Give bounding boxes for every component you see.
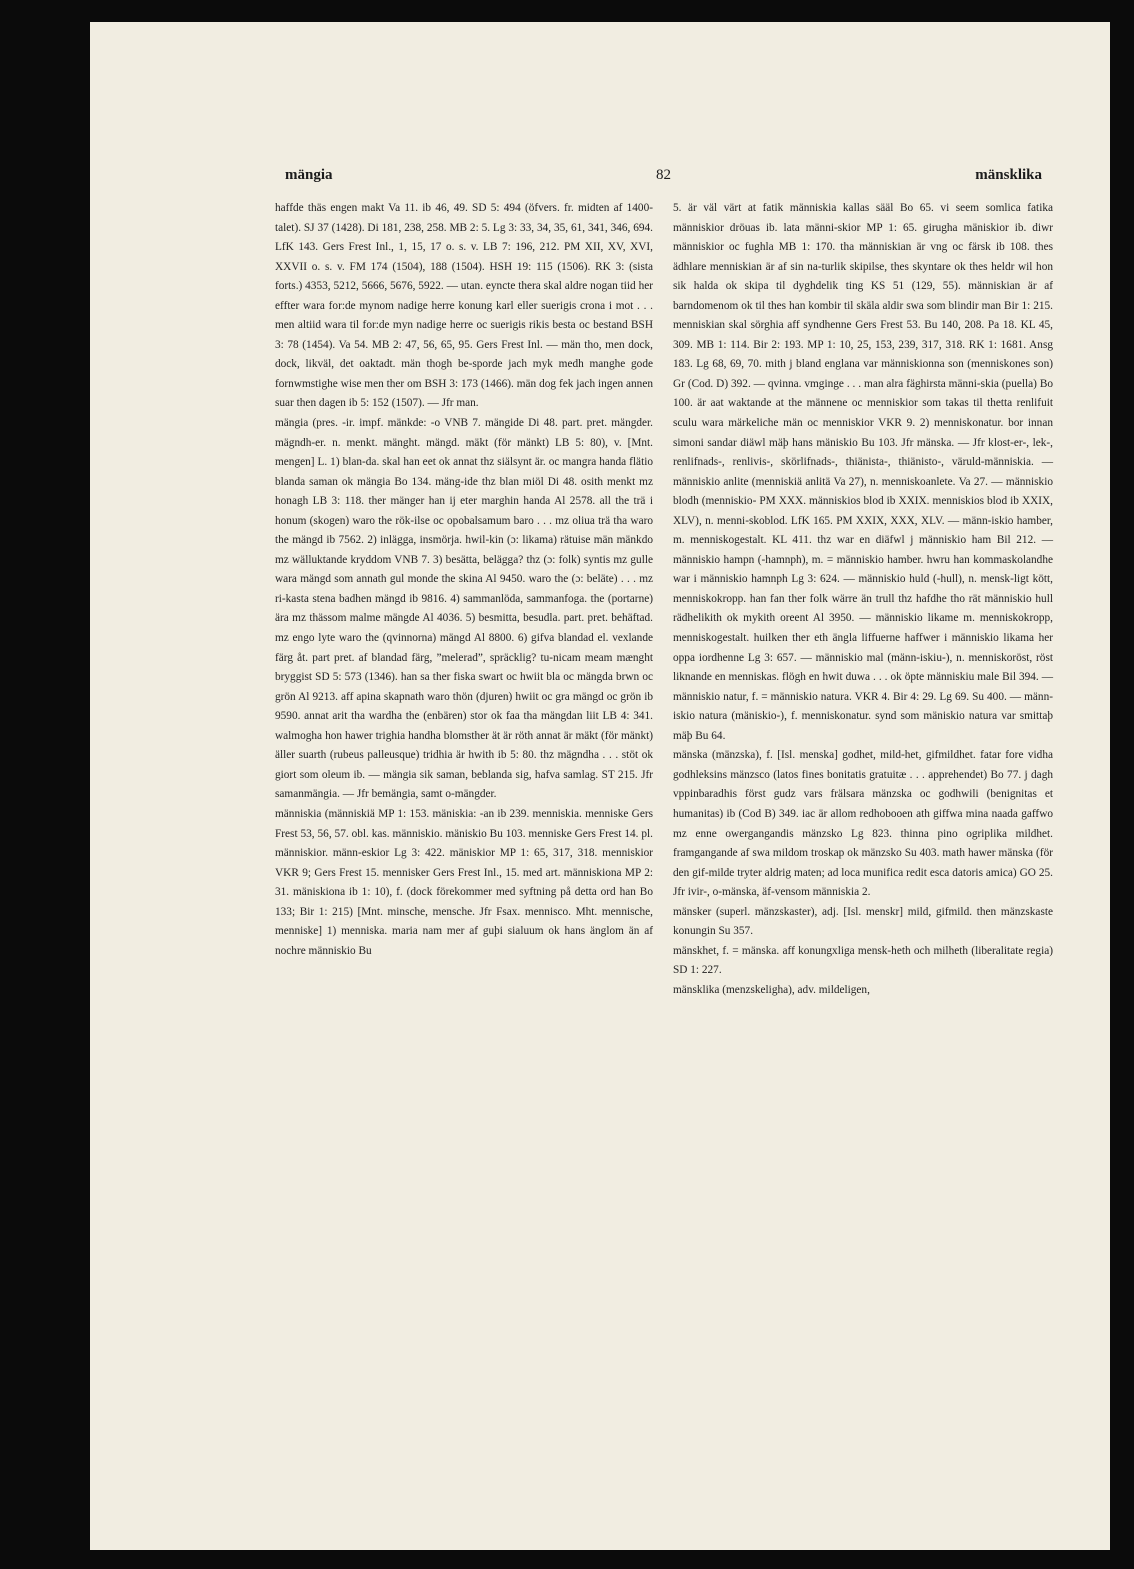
entry-mangia: mängia (pres. -ir. impf. mänkde: -o VNB 7. mängide Di 48. part. pret. mängder. mägndh-er. n. menkt. mänght. mängd. mäkt (för mänkt) LB 5: 80), v. [Mnt. mengen] L. 1) blan-da. skal han eet ok annat thz siälsynt är. oc mangra handa flätio blanda saman ok mängia Bo 134. mäng-ide thz blan miöl Di 48. osith menkt mz honagh LB 3: 118. ther mänger han ij eter marghin handa Al 2578. all the trä i honum (skogen) waro the rök-ilse oc opobalsamum baro . . . mz oliua trä tha waro the mängd ib 7562. 2) inlägga, insmörja. hwil-kin (ɔ: likama) rätuise män mänkdo mz wälluktande kryddom VNB 7. 3) besätta, belägga? thz (ɔ: folk) syntis mz gulle wara mängd som annath gul monde the skina Al 9450. waro the (ɔ: beläte) . . . mz ri-kasta stena badhen mängd ib 9816. 4) sammanlöda, sammanfoga. the (portarne) ära mz thässom malme mängde Al 4036. 5) besmitta, besudla. part. pret. behäftad. mz engo lyte waro the (qvinnorna) mängd Al 8800. 6) gifva blandad el. vexlande färg åt. part pret. af blandad färg, ”melerad”, spräcklig? tu-nicam meam mænght bryggist SD 5: 573 (1346). han sa ther fiska swart oc hwiit bla oc mängda brwn oc grön Al 9213. aff apina skapnath waro thön (djuren) hwiit oc gra mängd oc grön ib 9590. annat arit tha wardha the (enbären) stor ok faa tha mängdan liit LB 4: 341. walmogha hon hawer trighia handha blomsther ät är röth annat är mäkt (för mänkt) äller suarth (rubeus palleusque) tridhia är hwith ib 5: 80. thz mägndha . . . stöt ok giort som oleum ib. — mängia sik saman, beblanda sig, hafva samlag. ST 215. Jfr samanmängia. — Jfr bemängia, samt o-mängder. xyxy=(275,417,653,801)
header-right-word: mänsklika xyxy=(975,167,1042,183)
entry-manniskia-continued: 5. är väl värt at fatik människia kallas sääl Bo 65. vi seem somlica fatika människior dröuas ib. lata männi-skior MP 1: 65. girugha mäniskior ib. diwr människior oc fughla MB 1: 170. tha människian är vng oc färsk ib 108. thes ädhlare menniskian är af sin na-turlik skipilse, thes skyntare ok thes heldr wil hon sik halda ok skipa til dyghdelik ting KS 51 (129, 55). människian är af barndomenom ok til thes han kombir til skäla aldir swa som blindir man Bir 1: 215. menniskian skal sörghia aff syndhenne Gers Frest 53. Bu 140, 208. Pa 18. KL 45, 309. MB 1: 114. Bir 2: 193. MP 1: 10, 25, 153, 239, 317, 318. RK 1: 1681. Ansg 183. Lg 68, 69, 70. mith j bland englana var människionna son (menniskones son) Gr (Cod. D) 392. — qvinna. vmginge . . . man alra fäghirsta männi-skia (puella) Bo 100. är aat waktande at the männene oc menniskior som takas til thetta renlifuit sculu wara märkeliche män oc menniskior VKR 9. 2) menniskonatur. bor innan simoni sandar diäwl mäþ hans mäniskio Bu 103. Jfr mänska. — Jfr klost-er-, lek-, renlifnads-, renlivis-, skörlifnads-, thiänista-, thiänisto-, väruld-människia. — människio anlite (menniskiä anlitä Va 27), n. menniskoanlete. Va 27. — människio blodh (menniskio- PM XXX. människios blod ib XXIX. menniskios blod ib XXIX, XLV), n. menni-skoblod. LfK 165. PM XXIX, XXX, XLV. — männ-iskio hamber, m. menniskogestalt. KL 411. thz war en diäfwl j människio ham Bil 212. — människio hampn (-hamnph), m. = människio hamber. hwru han kommaskolandhe war i människio hamnph Lg 3: 624. — människio huld (-hull), n. mensk-ligt kött, menniskokropp. han fan ther folk wärre än trull thz hafdhe tho rät människio hull rädhelikith ok mykith oreent Al 3950. — människio likame m. menniskokropp, menniskogestalt. huilken ther eth ängla liffuerne haffwer i människio likama her oppa iordhenne Lg 3: 657. — människio mal (männ-iskiu-), n. menniskoröst, röst liknande en menniskas. flögh en hwit duwa . . . ok öpte människiu male Bil 394. — människio natur, f. = människio natura. VKR 4. Bir 4: 29. Lg 69. Su 400. — männ-iskio natura (mäniskio-), f. menniskonatur. synd som mäniskio natura var smittaþ mäþ Bu 64. xyxy=(673,202,1053,742)
entry-manska: mänska (mänzska), f. [Isl. menska] godhet, mild-het, gifmildhet. fatar fore vidha godhleksins mänzsco (latos fines bonitatis gratuitæ . . . apprehendet) Bo 77. j dagh vppinbaradhis först gudz vars frälsara mänzska oc godhwili (benignitas et humanitas) ib (Cod B) 349. iac är allom redhobooen ath giffwa mina naada gaffwo mz enne owergangandis mänzsko Lg 823. thinna pino ogriplika mildhet. framgangande af swa mildom troskap ok mänzsko Su 403. math hawer mänska (för den gif-milde tryter aldrig maten; ad loca munifica redit esca datoris amica) GO 25. Jfr ivir-, o-mänska, äf-vensom människia 2. xyxy=(673,749,1053,899)
entry-mansker: mänsker (superl. mänzskaster), adj. [Isl. menskr] mild, gifmild. then mänzskaste konungin Su 357. xyxy=(673,905,1053,938)
dictionary-page xyxy=(90,22,1110,1550)
running-head xyxy=(285,167,1042,189)
entry-man-continued: haffde thäs engen makt Va 11. ib 46, 49. SD 5: 494 (öfvers. fr. midten af 1400-talet). SJ 37 (1428). Di 181, 238, 258. MB 2: 5. Lg 3: 33, 34, 35, 61, 341, 346, 694. LfK 143. Gers Frest Inl., 1, 15, 17 o. s. v. LB 7: 196, 212. PM XII, XV, XVI, XXVII o. s. v. FM 174 (1504), 188 (1504). HSH 19: 115 (1506). RK 3: (sista forts.) 4353, 5212, 5666, 5676, 5922. — utan. eyncte thera skal aldre nogan tiid her effter wara for:de mynom nadige herre konung karl eller suerigis crona i mot . . . men altiid wara til for:de myn nadige herre oc suerigis rikis besta oc bestand BSH 3: 78 (1454). Va 54. MB 2: 47, 56, 65, 95. Gers Frest Inl. — män tho, men dock, dock, likväl, det oaktadt. män thogh be-sporde jach myk medh manghe gode fornwmstighe wise men ther om BSH 3: 173 (1466). män dog fek jach ingen annen suar then dagen ib 5: 152 (1507). — Jfr man. xyxy=(275,202,653,410)
entry-manniskia: människia (människiä MP 1: 153. mäniskia: -an ib 239. menniskia. menniske Gers Frest 53, 56, 57. obl. kas. människio. mäniskio Bu 103. menniske Gers Frest 14. pl. människior. männ-eskior Lg 3: 422. mäniskior MP 1: 65, 317, 318. menniskior VKR 9; Gers Frest 15. mennisker Gers Frest Inl., 15. med art. människiona MP 2: 31. mäniskiona ib 1: 10), f. (dock förekommer med syftning på detta ord han Bo 133; Bir 1: 215) [Mnt. minsche, mensche. Jfr Fsax. mennisco. Mht. mennische, menniske] 1) menniska. maria nam mer af guþi sialuum ok hans änglom än af nochre människio Bu xyxy=(275,807,653,957)
page-number: 82 xyxy=(656,167,671,183)
entry-mansklika: mänsklika (menzskeligha), adv. mildeligen, xyxy=(673,983,870,996)
right-column xyxy=(673,199,1053,1000)
header-left-word: mängia xyxy=(285,167,333,183)
entry-manskhet: mänskhet, f. = mänska. aff konungxliga mensk-heth och milheth (liberalitate regia) SD 1: 227. xyxy=(673,944,1053,977)
left-column xyxy=(275,199,653,961)
